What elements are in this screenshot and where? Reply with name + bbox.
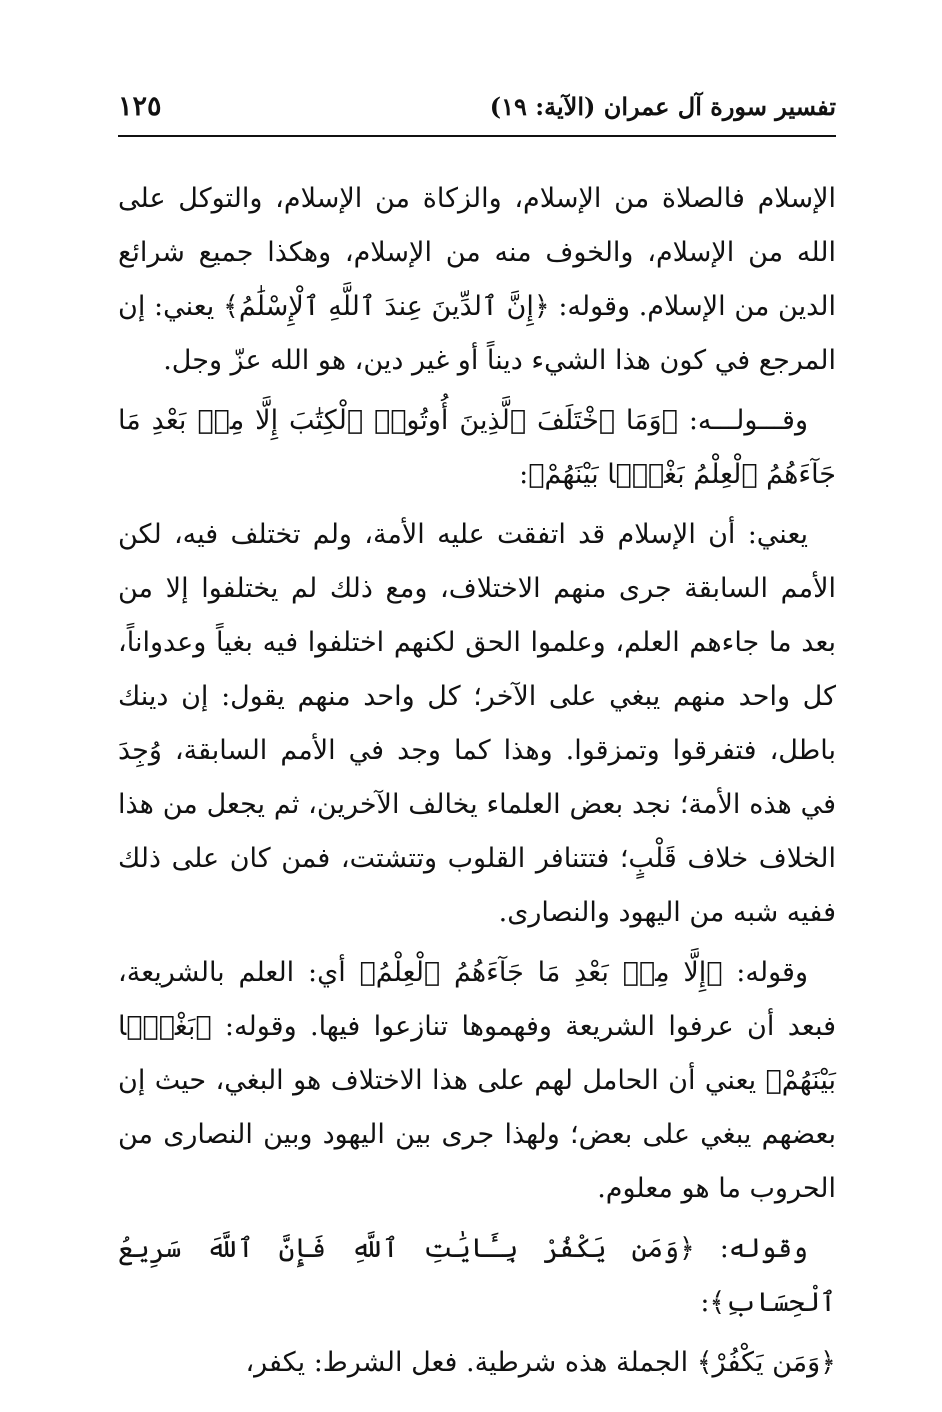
page-header (118, 86, 836, 128)
paragraph: وقوله: ﴿إِلَّا مِنۢ بَعْدِ مَا جَآءَهُمُ ٱلْعِلْمُ﴾ أي: العلم بالشريعة، فبعد أن عرفوا الشريعة وفهموها تنازعوا فيها. وقوله: ﴿بَغْيًۢا بَيْنَهُمْ﴾ يعني أن الحامل لهم على هذا الاختلاف هو البغي، حيث إن بعضهم يبغي على بعض؛ ولهذا جرى بين اليهود وبين النصارى من الحروب ما هو معلوم. (118, 957, 836, 1204)
paragraph: الإسلام فالصلاة من الإسلام، والزكاة من الإسلام، والتوكل على الله من الإسلام، والخوف منه من الإسلام، وهكذا جميع شرائع الدين من الإسلام. وقوله: ﴿إِنَّ ٱلدِّينَ عِندَ ٱللَّهِ ٱلْإِسْلَٰمُ﴾ يعني: إن المرجع في كون هذا الشيء ديناً أو غير دين، هو الله عزّ وجل. (118, 183, 836, 376)
paragraph: وقـــولـــه: ﴿وَمَا ٱخْتَلَفَ ٱلَّذِينَ أُوتُوا۟ ٱلْكِتَٰبَ إِلَّا مِنۢ بَعْدِ مَا جَآءَهُمُ ٱلْعِلْمُ بَغْيًۢا بَيْنَهُمْ﴾: (118, 405, 836, 490)
paragraph: ﴿وَمَن يَكْفُرْ﴾ الجملة هذه شرطية. فعل الشرط: يكفر، (245, 1347, 836, 1378)
paragraph: وقوله: ﴿وَمَن يَكْفُرْ بِـَٔايَٰتِ ٱللَّهِ فَإِنَّ ٱللَّهَ سَرِيعُ ٱلْحِسَابِ﴾: (118, 1233, 836, 1318)
paragraph: يعني: أن الإسلام قد اتفقت عليه الأمة، ولم تختلف فيه، لكن الأمم السابقة جرى منهم الاختلاف، ومع ذلك لم يختلفوا إلا من بعد ما جاءهم العلم، وعلموا الحق لكنهم اختلفوا فيه بغياً وعدواناً، كل واحد منهم يبغي على الآخر؛ كل واحد منهم يقول: إن دينك باطل، فتفرقوا وتمزقوا. وهذا كما وجد في الأمم السابقة، وُجِدَ في هذه الأمة؛ نجد بعض العلماء يخالف الآخرين، ثم يجعل من هذا الخلاف خلاف قَلْبٍ؛ فتتنافر القلوب وتتشتت، فمن كان على ذلك ففيه شبه من اليهود والنصارى. (118, 519, 836, 928)
page-number: ١٢٥ (118, 91, 162, 122)
header-divider (118, 135, 836, 137)
running-title: تفسير سورة آل عمران (الآية: ١٩) (489, 92, 836, 121)
body-text (118, 172, 836, 1396)
